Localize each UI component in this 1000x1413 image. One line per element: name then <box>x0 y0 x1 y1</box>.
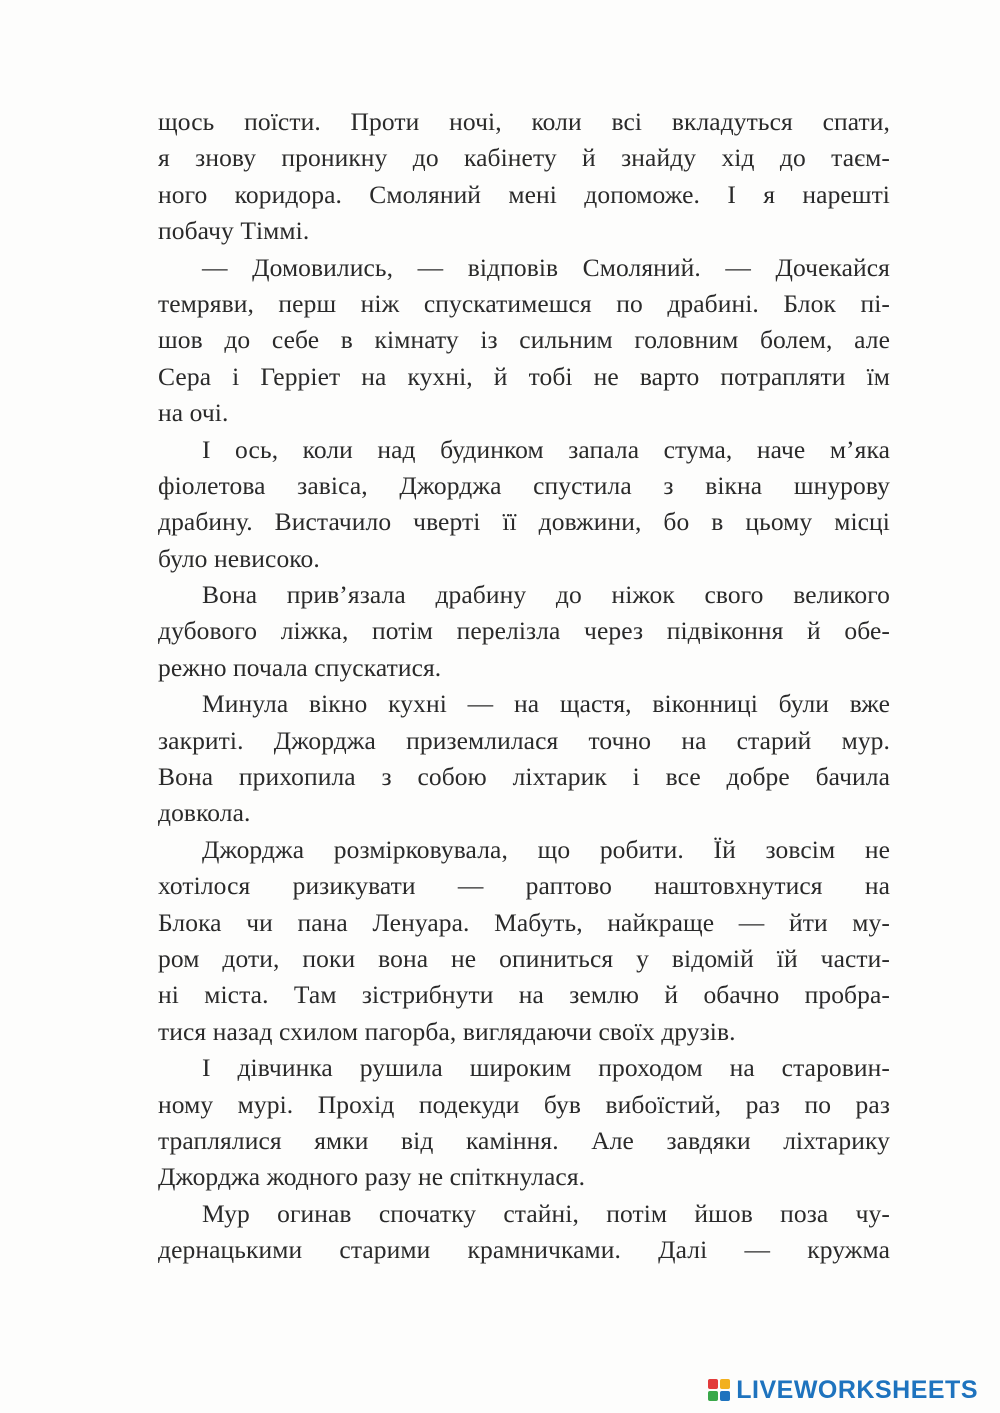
text-line: дубового ліжка, потім перелізла через підвіконня й обе- <box>158 616 890 646</box>
paragraph <box>158 104 890 250</box>
text-line: — Домовились, — відповів Смоляний. — Дочекайся <box>202 252 890 282</box>
text-line: траплялися ямки від каміння. Але завдяки ліхтарику <box>158 1125 890 1155</box>
text-line: Мур огинав спочатку стайні, потім йшов поза чу- <box>202 1198 890 1228</box>
paragraph <box>158 1050 890 1196</box>
text-line: ром доти, поки вона не опиниться у відомій їй части- <box>158 943 890 973</box>
logo-square-red <box>708 1379 718 1389</box>
paragraph <box>158 1196 890 1269</box>
paragraph <box>158 432 890 578</box>
text-line: Вона прив’язала драбину до ніжок свого великого <box>202 580 890 610</box>
liveworksheets-logo-icon <box>708 1379 730 1401</box>
paragraph <box>158 686 890 832</box>
text-line: ного коридора. Смоляний мені допоможе. І я нарешті <box>158 179 890 209</box>
text-line: ному мурі. Прохід подекуди був вибоїстий, раз по раз <box>158 1089 890 1119</box>
text-line: хотілося ризикувати — раптово наштовхнутися на <box>158 871 890 901</box>
paragraph <box>158 577 890 686</box>
text-line: драбину. Вистачило чверті її довжини, бо в цьому місці <box>158 507 890 537</box>
text-line: Джорджа розмірковувала, що робити. Їй зовсім не <box>202 834 890 864</box>
watermark-text: LIVEWORKSHEETS <box>736 1376 978 1404</box>
text-line: І дівчинка рушила широким проходом на старовин- <box>202 1053 890 1083</box>
text-line: побачу Тіммі. <box>158 216 310 246</box>
text-line: дернацькими старими крамничками. Далі — кружма <box>158 1235 890 1265</box>
text-line: щось поїсти. Проти ночі, коли всі вкладуться спати, <box>158 107 890 136</box>
logo-square-yellow <box>720 1379 730 1389</box>
text-line: було невисоко. <box>158 543 320 573</box>
text-line: режно почала спускатися. <box>158 652 442 682</box>
text-line: шов до себе в кімнату із сильним головним болем, але <box>158 325 890 355</box>
text-line: Сера і Герріет на кухні, й тобі не варто потрапляти їм <box>158 361 890 391</box>
text-line: довкола. <box>158 798 251 828</box>
logo-square-blue <box>720 1391 730 1401</box>
text-line: я знову проникну до кабінету й знайду хід до таєм- <box>158 143 890 173</box>
text-line: Блока чи пана Ленуара. Мабуть, найкраще — йти му- <box>158 907 890 937</box>
text-line: фіолетова завіса, Джорджа спустила з вікна шнурову <box>158 470 890 500</box>
text-line: закриті. Джорджа приземлилася точно на старий мур. <box>158 725 890 755</box>
text-line: Вона прихопила з собою ліхтарик і все добре бачила <box>158 762 890 792</box>
text-line: Джорджа жодного разу не спіткнулася. <box>158 1162 586 1192</box>
paragraph <box>158 250 890 432</box>
text-line: І ось, коли над будинком запала стума, наче м’яка <box>202 434 890 464</box>
text-line: ні міста. Там зістрибнути на землю й обачно пробра- <box>158 980 890 1010</box>
paragraph <box>158 832 890 1050</box>
text-line: тися назад схилом пагорба, виглядаючи своїх друзів. <box>158 1016 736 1046</box>
text-line: темряви, перш ніж спускатимешся по драбині. Блок пі- <box>158 288 890 318</box>
text-line: Минула вікно кухні — на щастя, віконниці були вже <box>202 689 890 719</box>
page-text <box>158 104 890 1269</box>
text-line: на очі. <box>158 398 229 428</box>
logo-square-green <box>708 1391 718 1401</box>
liveworksheets-watermark[interactable] <box>708 1375 978 1405</box>
